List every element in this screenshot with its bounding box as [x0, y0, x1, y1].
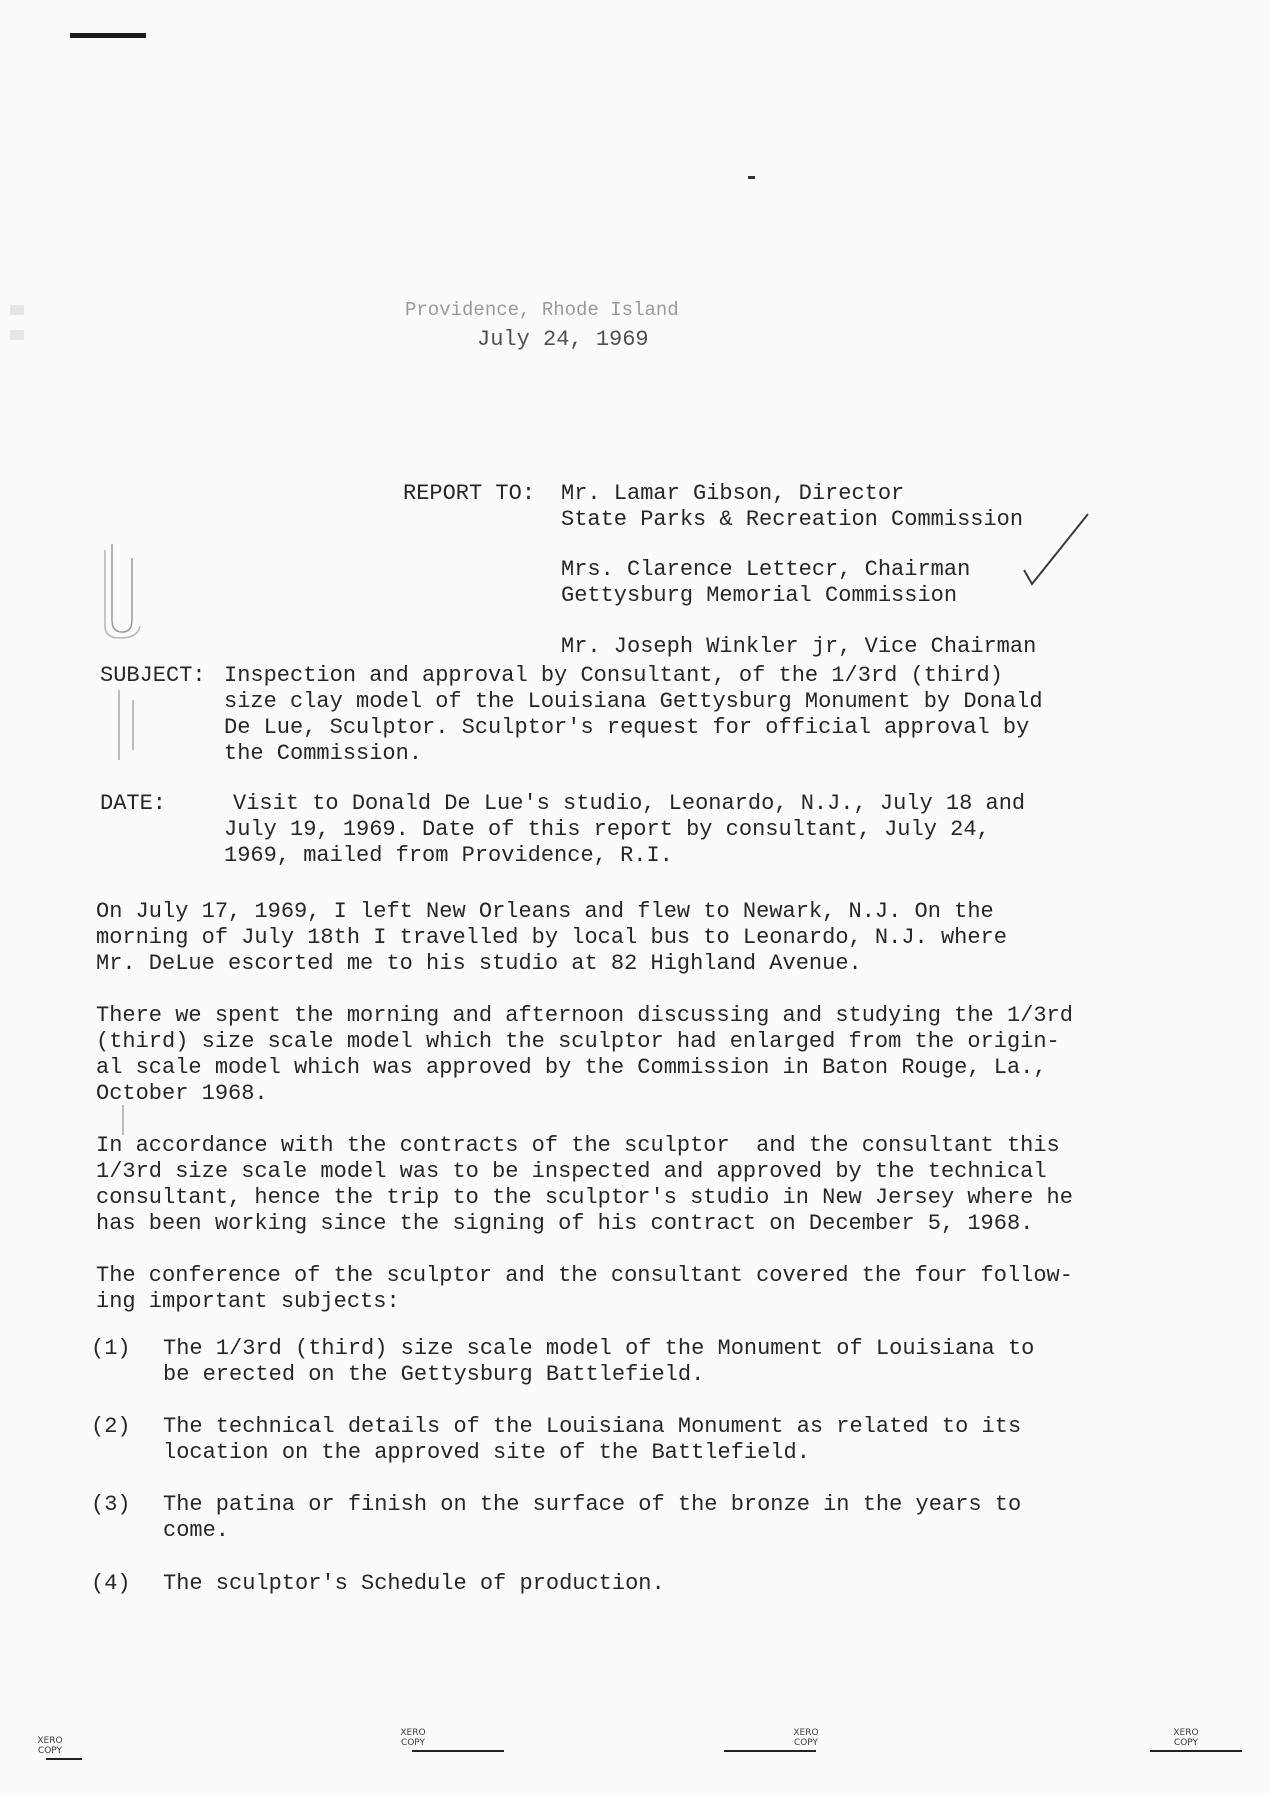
paperclip-icon	[100, 540, 146, 640]
footer-rule	[46, 1758, 82, 1760]
letterhead-date: July 24, 1969	[477, 327, 649, 352]
margin-mark	[118, 690, 120, 760]
item-number: (2)	[91, 1414, 131, 1439]
date-line: Visit to Donald De Lue's studio, Leonardo, N.J., July 18 and	[233, 791, 1026, 816]
footer-rule	[1150, 1750, 1242, 1752]
footer-rule	[412, 1750, 504, 1752]
item-line: come.	[163, 1518, 230, 1543]
item-line: The patina or finish on the surface of the bronze in the years to	[163, 1492, 1022, 1517]
recipient-2-line1: Mrs. Clarence Lettecr, Chairman	[561, 557, 971, 582]
recipient-2-line2: Gettysburg Memorial Commission	[561, 583, 958, 608]
margin-mark	[122, 1105, 124, 1135]
top-rule	[70, 33, 146, 38]
body-line: morning of July 18th I travelled by local bus to Leonardo, N.J. where	[96, 925, 1007, 950]
body-line: (third) size scale model which the sculptor had enlarged from the origin-	[96, 1029, 1060, 1054]
margin-mark	[132, 700, 134, 750]
xerox-copy-mark: XERO COPY	[400, 1728, 426, 1748]
item-number: (1)	[91, 1336, 131, 1361]
body-line: In accordance with the contracts of the sculptor and the consultant this	[96, 1133, 1060, 1158]
xerox-copy-mark: XERO COPY	[37, 1736, 63, 1756]
body-line: al scale model which was approved by the Commission in Baton Rouge, La.,	[96, 1055, 1047, 1080]
left-edge-mark	[10, 305, 24, 315]
date-label: DATE:	[100, 791, 167, 816]
body-line: 1/3rd size scale model was to be inspected and approved by the technical	[96, 1159, 1047, 1184]
item-line: be erected on the Gettysburg Battlefield.	[163, 1362, 705, 1387]
recipient-3-line1: Mr. Joseph Winkler jr, Vice Chairman	[561, 634, 1037, 659]
footer-rule	[724, 1750, 816, 1752]
subject-label: SUBJECT:	[100, 663, 206, 688]
report-to-label: REPORT TO:	[403, 481, 536, 506]
item-line: The sculptor's Schedule of production.	[163, 1571, 665, 1596]
item-line: The technical details of the Louisiana Monument as related to its	[163, 1414, 1022, 1439]
body-line: There we spent the morning and afternoon discussing and studying the 1/3rd	[96, 1003, 1073, 1028]
body-line: ing important subjects:	[96, 1289, 400, 1314]
stray-mark	[748, 176, 755, 179]
subject-line: the Commission.	[224, 741, 423, 766]
item-line: location on the approved site of the Battlefield.	[163, 1440, 810, 1465]
xerox-copy-mark: XERO COPY	[793, 1728, 819, 1748]
item-line: The 1/3rd (third) size scale model of the Monument of Louisiana to	[163, 1336, 1035, 1361]
body-line: October 1968.	[96, 1081, 268, 1106]
letterhead-place: Providence, Rhode Island	[405, 299, 679, 321]
recipient-1-line1: Mr. Lamar Gibson, Director	[561, 481, 905, 506]
item-number: (3)	[91, 1492, 131, 1517]
date-line: July 19, 1969. Date of this report by consultant, July 24,	[224, 817, 990, 842]
subject-line: size clay model of the Louisiana Gettysburg Monument by Donald	[224, 689, 1043, 714]
xerox-copy-mark: XERO COPY	[1173, 1728, 1199, 1748]
subject-line: De Lue, Sculptor. Sculptor's request for official approval by	[224, 715, 1030, 740]
subject-line: Inspection and approval by Consultant, of the 1/3rd (third)	[224, 663, 1003, 688]
left-edge-mark	[10, 330, 24, 340]
recipient-1-line2: State Parks & Recreation Commission	[561, 507, 1024, 532]
item-number: (4)	[91, 1571, 131, 1596]
body-line: Mr. DeLue escorted me to his studio at 82 Highland Avenue.	[96, 951, 862, 976]
checkmark-icon	[1022, 512, 1092, 592]
body-line: On July 17, 1969, I left New Orleans and flew to Newark, N.J. On the	[96, 899, 994, 924]
date-line: 1969, mailed from Providence, R.I.	[224, 843, 673, 868]
body-line: has been working since the signing of his contract on December 5, 1968.	[96, 1211, 1034, 1236]
body-line: The conference of the sculptor and the consultant covered the four follow-	[96, 1263, 1073, 1288]
body-line: consultant, hence the trip to the sculptor's studio in New Jersey where he	[96, 1185, 1073, 1210]
